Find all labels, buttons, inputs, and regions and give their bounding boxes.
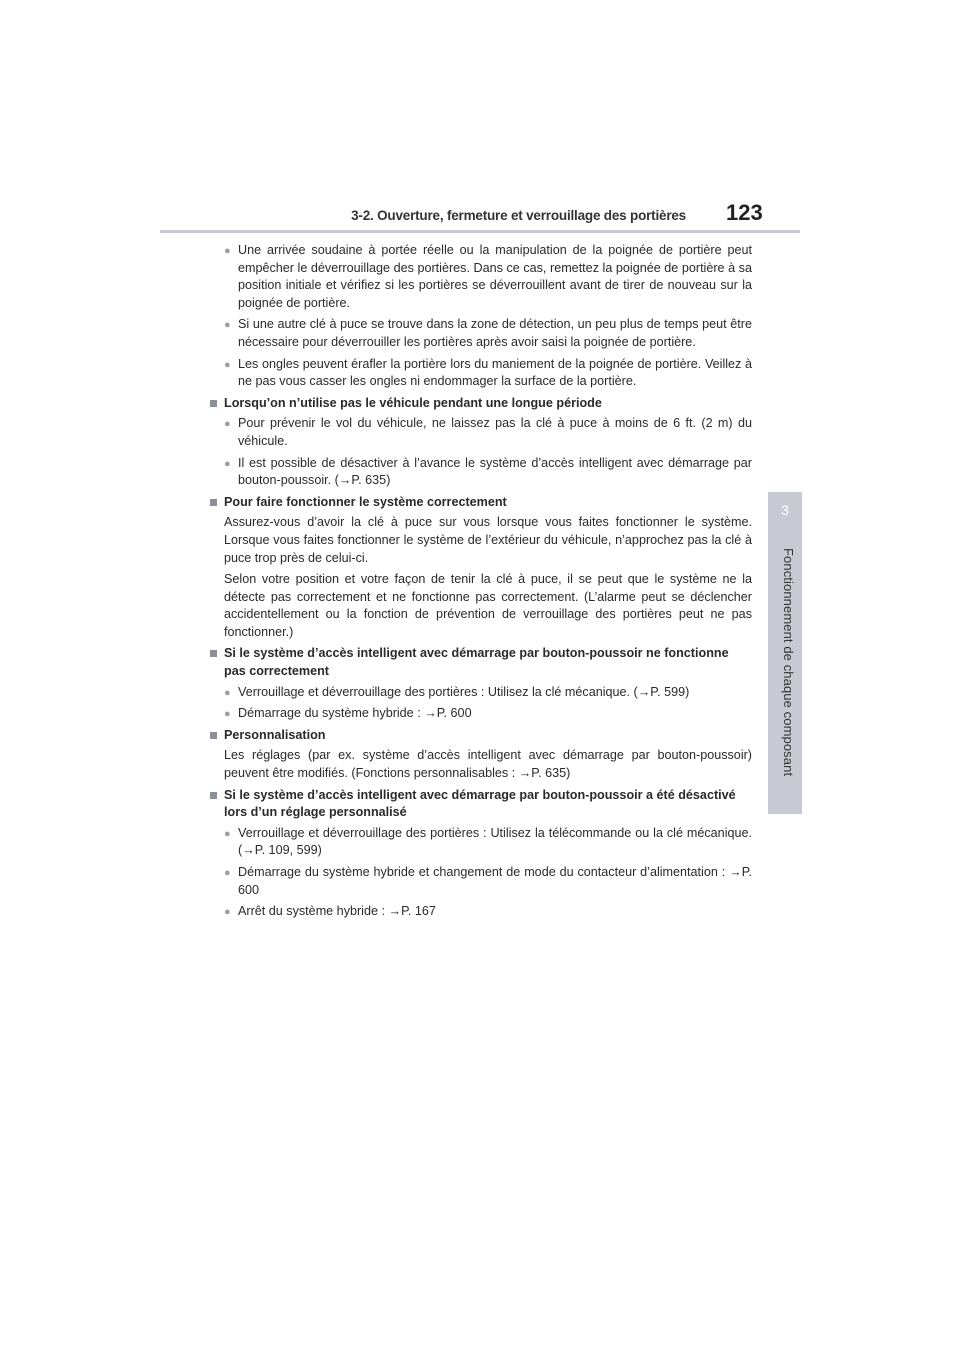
bullet-circle-icon: ● (224, 457, 231, 470)
section-heading-row (210, 395, 752, 413)
section-heading-row (210, 494, 752, 512)
section-square-icon (210, 400, 217, 407)
bullet-text: Si une autre clé à puce se trouve dans la zone de détection, un peu plus de temps peut être nécessaire pour déverrouiller les portières après avoir saisi la poignée de portière. (238, 317, 752, 349)
paragraph: Assurez-vous d’avoir la clé à puce sur vous lorsque vous faites fonctionner le système. Lorsque vous faites fonctionner le système de l’extérieur du véhicule, n’approchez pas la clé à puce trop près de celui-ci. (224, 515, 752, 565)
list-item (210, 684, 752, 702)
bullet-circle-icon: ● (224, 867, 231, 879)
page-content (210, 242, 752, 925)
bullet-text: Les ongles peuvent érafler la portière lors du maniement de la poignée de portière. Veillez à ne pas vous casser les ongles ni endommager la surface de la portière. (238, 356, 752, 389)
list-item (210, 356, 752, 391)
bullet-text: Il est possible de désactiver à l’avance le système d’accès intelligent avec démarrage par bouton-poussoir. (→P. 635) (238, 455, 752, 488)
list-item (210, 705, 752, 723)
section-square-icon (210, 792, 217, 799)
list-item (210, 903, 752, 921)
bullet-circle-icon: ● (224, 418, 231, 431)
section-heading-row (210, 787, 752, 822)
bullet-circle-icon: ● (224, 358, 231, 371)
bullet-circle-icon: ● (224, 906, 231, 919)
bullet-circle-icon: ● (224, 708, 231, 721)
section-heading: Si le système d’accès intelligent avec démarrage par bouton-poussoir ne fonctionne pas correctement (224, 646, 729, 679)
bullet-circle-icon: ● (224, 827, 231, 840)
bullet-circle-icon: ● (224, 319, 231, 332)
bullet-text: Pour prévenir le vol du véhicule, ne laissez pas la clé à puce à moins de 6 ft. (2 m) du véhicule. (238, 416, 752, 448)
bullet-text: Arrêt du système hybride : →P. 167 (238, 904, 436, 919)
bullet-text: Une arrivée soudaine à portée réelle ou la manipulation de la poignée de portière peut empêcher le déverrouillage des portières. Dans ce cas, remettez la poignée de portière à sa position initiale et vérifiez si les portières se déverrouillent avant de tirer de nouveau sur la poignée de portière. (238, 243, 752, 310)
section-heading: Pour faire fonctionner le système correctement (224, 494, 507, 509)
chapter-number: 3 (781, 502, 789, 518)
section-square-icon (210, 732, 217, 739)
page-number: 123 (726, 200, 763, 225)
bullet-text: Verrouillage et déverrouillage des portières : Utilisez la télécommande ou la clé mécanique. (→P. 109, 599) (238, 825, 752, 858)
section-heading: Personnalisation (224, 727, 326, 742)
section-heading: Si le système d’accès intelligent avec démarrage par bouton-poussoir a été désactivé lors d’un réglage personnalisé (224, 787, 736, 820)
section-heading: Lorsqu’on n’utilise pas le véhicule pendant une longue période (224, 395, 602, 410)
bullet-circle-icon: ● (224, 245, 231, 257)
bullet-text: Démarrage du système hybride et changement de mode du contacteur d’alimentation : →P. 600 (238, 865, 752, 897)
list-item (210, 415, 752, 450)
running-header-title: 3-2. Ouverture, fermeture et verrouillage des portières (351, 208, 686, 223)
header-rule (160, 230, 800, 233)
list-item (210, 455, 752, 490)
paragraph: Selon votre position et votre façon de tenir la clé à puce, il se peut que le système ne la détecte pas correctement et ne fonctionne pas correctement. (L’alarme peut se déclencher accidentellement ou la fonction de prévention de verrouillage des portières peut ne pas fonctionner.) (224, 572, 752, 639)
paragraph: Les réglages (par ex. système d’accès intelligent avec démarrage par bouton-poussoir) peuvent être modifiés. (Fonctions personnalisables : →P. 635) (224, 748, 752, 781)
chapter-title: Fonctionnement de chaque composant (781, 548, 796, 777)
bullet-text: Verrouillage et déverrouillage des portières : Utilisez la clé mécanique. (→P. 599) (238, 684, 690, 699)
bullet-circle-icon: ● (224, 686, 231, 699)
section-square-icon (210, 650, 217, 657)
section-heading-row (210, 727, 752, 745)
list-item (210, 242, 752, 312)
list-item (210, 316, 752, 351)
bullet-text: Démarrage du système hybride : →P. 600 (238, 706, 472, 721)
list-item (210, 825, 752, 860)
list-item (210, 864, 752, 899)
section-square-icon (210, 499, 217, 506)
section-heading-row (210, 645, 752, 680)
